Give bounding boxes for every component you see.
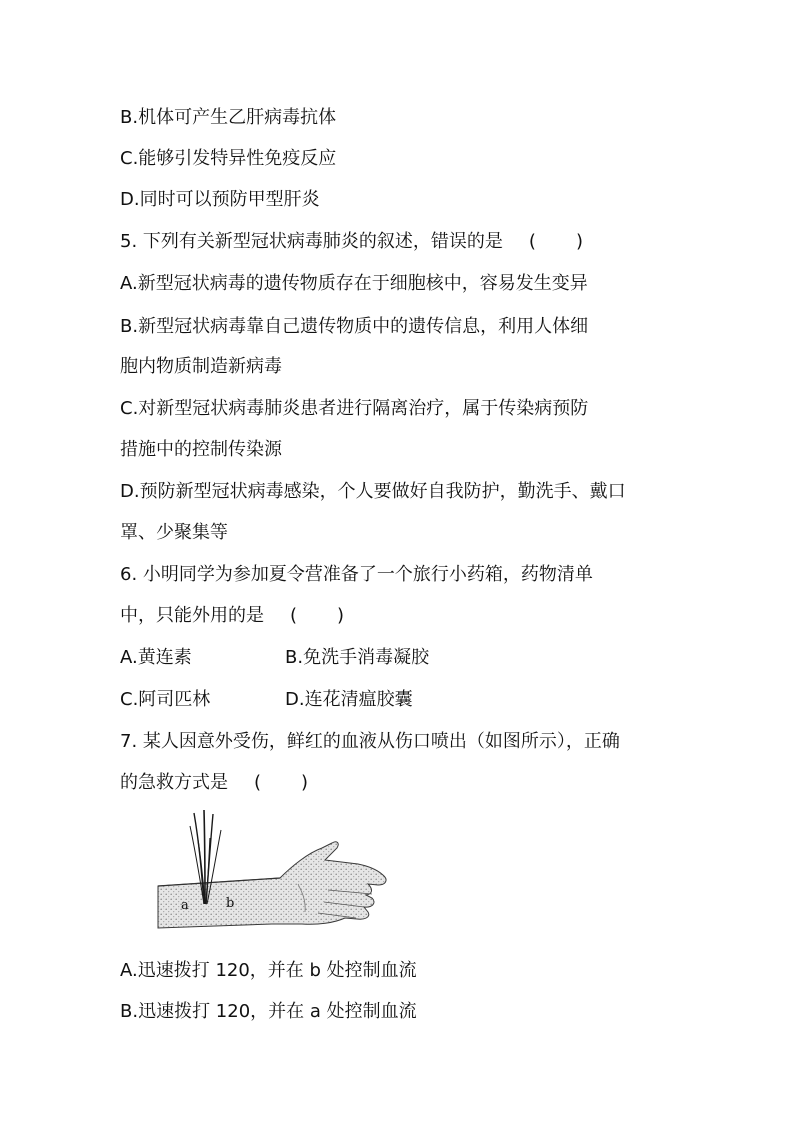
bracket-open: ( <box>254 772 262 793</box>
question-7-option-a: A.迅速拨打 120，并在 b 处控制血流 <box>120 960 417 981</box>
option-d-line: D.同时可以预防甲型肝炎 <box>120 189 320 210</box>
option-c-line: C.能够引发特异性免疫反应 <box>120 148 337 169</box>
question-6-line2 <box>120 604 344 628</box>
question-5-option-d-line1: D.预防新型冠状病毒感染，个人要做好自我防护，勤洗手、戴口 <box>120 481 626 502</box>
answer-bracket <box>290 604 344 628</box>
answer-bracket <box>254 771 308 795</box>
question-5-option-d-line2: 罩、少聚集等 <box>120 522 228 543</box>
bracket-close: ) <box>301 772 309 793</box>
option-b-line: B.机体可产生乙肝病毒抗体 <box>120 107 337 128</box>
question-7-line1: 7. 某人因意外受伤，鲜红的血液从伤口喷出（如图所示），正确 <box>120 731 620 752</box>
question-5-option-b-line2: 胞内物质制造新病毒 <box>120 356 282 377</box>
question-6-options-row1 <box>120 646 540 670</box>
bleeding-arm-figure <box>150 808 390 938</box>
question-5-option-a: A.新型冠状病毒的遗传物质存在于细胞核中，容易发生变异 <box>120 273 588 294</box>
arm-illustration <box>150 808 390 938</box>
question-6-line1: 6. 小明同学为参加夏令营准备了一个旅行小药箱，药物清单 <box>120 564 593 585</box>
arm-shape <box>158 842 386 928</box>
question-6-option-c: C.阿司匹林 <box>120 689 211 710</box>
question-6-option-a: A.黄连素 <box>120 647 192 668</box>
bracket-open: ( <box>290 605 298 626</box>
question-5-option-c-line2: 措施中的控制传染源 <box>120 439 282 460</box>
question-7-option-b: B.迅速拨打 120，并在 a 处控制血流 <box>120 1001 417 1022</box>
question-7-line2 <box>120 771 308 795</box>
question-5-option-c-line1: C.对新型冠状病毒肺炎患者进行隔离治疗，属于传染病预防 <box>120 398 589 419</box>
question-5 <box>120 230 583 254</box>
question-5-option-b-line1: B.新型冠状病毒靠自己遗传物质中的遗传信息，利用人体细 <box>120 316 589 337</box>
question-6-text: 中，只能外用的是 <box>120 605 264 626</box>
bracket-close: ) <box>337 605 345 626</box>
question-6-option-b: B.免洗手消毒凝胶 <box>285 647 430 668</box>
question-5-text: 5. 下列有关新型冠状病毒肺炎的叙述，错误的是 <box>120 231 503 252</box>
question-7-text: 的急救方式是 <box>120 772 228 793</box>
point-a-label: a <box>181 898 189 913</box>
bracket-open: ( <box>528 231 536 252</box>
answer-bracket <box>529 230 583 254</box>
question-6-options-row2 <box>120 688 540 712</box>
question-6-option-d: D.连花清瘟胶囊 <box>285 689 413 710</box>
bracket-close: ) <box>575 231 583 252</box>
point-b-label: b <box>226 896 235 911</box>
